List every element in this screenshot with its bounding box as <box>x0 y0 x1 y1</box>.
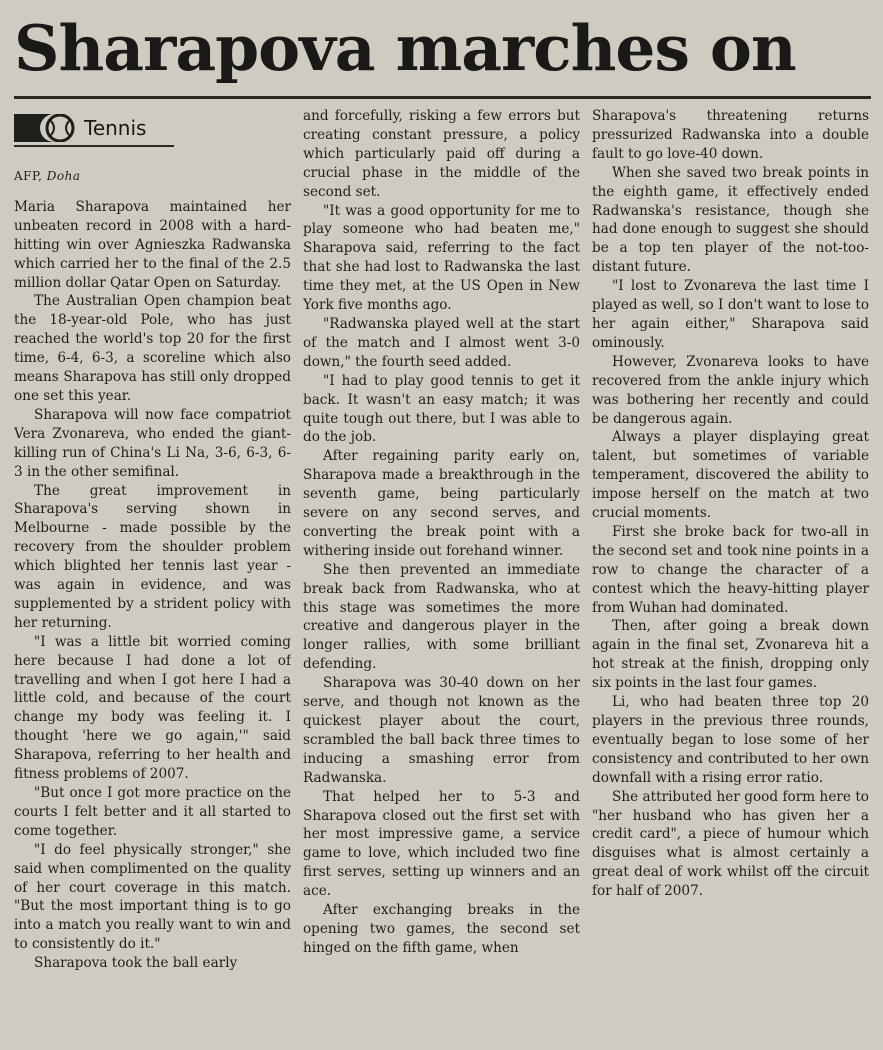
paragraph: Always a player displaying great talent, but sometimes of variable temperament, discovered the ability to impose herself on the match at two crucial moments. <box>592 429 869 522</box>
column-3 <box>592 107 869 1047</box>
paragraph: "I lost to Zvonareva the last time I played as well, so I don't want to lose to her again either," Sharapova said ominously. <box>592 278 869 351</box>
section-label <box>14 111 174 147</box>
headline: Sharapova marches on <box>14 11 796 85</box>
headline-rule <box>14 96 871 99</box>
paragraph: Sharapova's threatening returns pressurized Radwanska into a double fault to go love-40 down. <box>592 108 869 162</box>
paragraph: "Radwanska played well at the start of the match and I almost went 3-0 down," the fourth seed added. <box>303 315 580 370</box>
paragraph: The Australian Open champion beat the 18-year-old Pole, who has just reached the world's top 20 for the first time, 6-4, 6-3, a scoreline which also means Sharapova has still only dropped one set this year. <box>14 293 291 404</box>
paragraph: However, Zvonareva looks to have recovered from the ankle injury which was bothering her recently and could be dangerous again. <box>592 353 869 427</box>
paragraph: Then, after going a break down again in the final set, Zvonareva hit a hot streak at the finish, dropping only six points in the last four games. <box>592 618 869 692</box>
column-1 <box>14 107 291 1047</box>
paragraph: Maria Sharapova maintained her unbeaten record in 2008 with a hard-hitting win over Agnieszka Radwanska which carried her to the final of the 2.5 million dollar Qatar Open on Saturday. <box>14 198 291 291</box>
paragraph: "I was a little bit worried coming here because I had done a lot of travelling and when I got here I had a little cold, and because of the court change my body was feeling it. I thought 'here we go again,'" said Sharapova, referring to her health and fitness problems of 2007. <box>14 633 291 783</box>
paragraph: "I do feel physically stronger," she said when complimented on the quality of her court coverage in this match. "But the most important thing is to go into a match you really want to win and to consistently do it." <box>14 841 291 953</box>
byline-place: Doha <box>46 169 81 183</box>
column-2 <box>303 107 580 1047</box>
paragraph: First she broke back for two-all in the second set and took nine points in a row to change the character of a contest which the heavy-hitting player from Wuhan had dominated. <box>592 523 869 616</box>
article-columns <box>14 107 871 1047</box>
paragraph: After regaining parity early on, Sharapova made a breakthrough in the seventh game, being particularly severe on any second serves, and converting the break point with a withering inside out forehand winner. <box>303 448 580 559</box>
paragraph: After exchanging breaks in the opening two games, the second set hinged on the fifth game, when <box>303 902 580 956</box>
paragraph: She then prevented an immediate break back from Radwanska, who at this stage was sometimes the more creative and dangerous player in the longer rallies, with some brilliant defending. <box>303 561 580 673</box>
paragraph: "I had to play good tennis to get it back. It wasn't an easy match; it was quite tough out there, but I was able to do the job. <box>303 372 580 446</box>
paragraph: Sharapova took the ball early <box>34 955 238 972</box>
paragraph: "But once I got more practice on the courts I felt better and it all started to come together. <box>14 785 291 839</box>
paragraph: Sharapova will now face compatriot Vera Zvonareva, who ended the giant-killing run of China's Li Na, 3-6, 6-3, 6-3 in the other semifinal. <box>14 406 291 480</box>
paragraph: She attributed her good form here to "her husband who has given her a credit card", a piece of humour which disguises what is almost certainly a great deal of work whilst off the circuit for half of 2007. <box>592 788 869 900</box>
paragraph: Li, who had beaten three top 20 players in the previous three rounds, eventually began to lose some of her consistency and contributed to her own downfall with a rising error ratio. <box>592 694 869 786</box>
paragraph: and forcefully, risking a few errors but creating constant pressure, a policy which particularly paid off during a crucial phase in the middle of the second set. <box>303 108 580 200</box>
byline <box>14 167 291 186</box>
byline-agency: AFP, <box>14 169 43 183</box>
tennis-logo-icon <box>14 114 76 142</box>
paragraph: The great improvement in Sharapova's serving shown in Melbourne - made possible by the recovery from the shoulder problem which blighted her tennis last year - was again in evidence, and was supplemented by a strident policy with her returning. <box>14 482 291 631</box>
paragraph: When she saved two break points in the eighth game, it effectively ended Radwanska's resistance, though she had done enough to suggest she should be a top ten player of the not-too-distant future. <box>592 164 869 276</box>
paragraph: "It was a good opportunity for me to play someone who had beaten me," Sharapova said, referring to the fact that she had lost to Radwanska the last time they met, at the US Open in New York five months ago. <box>303 202 580 314</box>
section-title: Tennis <box>84 115 147 140</box>
paragraph: That helped her to 5-3 and Sharapova closed out the first set with her most impressive game, a service game to love, which included two fine first serves, setting up winners and an ace. <box>303 788 580 900</box>
paragraph: Sharapova was 30-40 down on her serve, and though not known as the quickest player about the court, scrambled the ball back three times to inducing a smashing error from Radwanska. <box>303 675 580 786</box>
